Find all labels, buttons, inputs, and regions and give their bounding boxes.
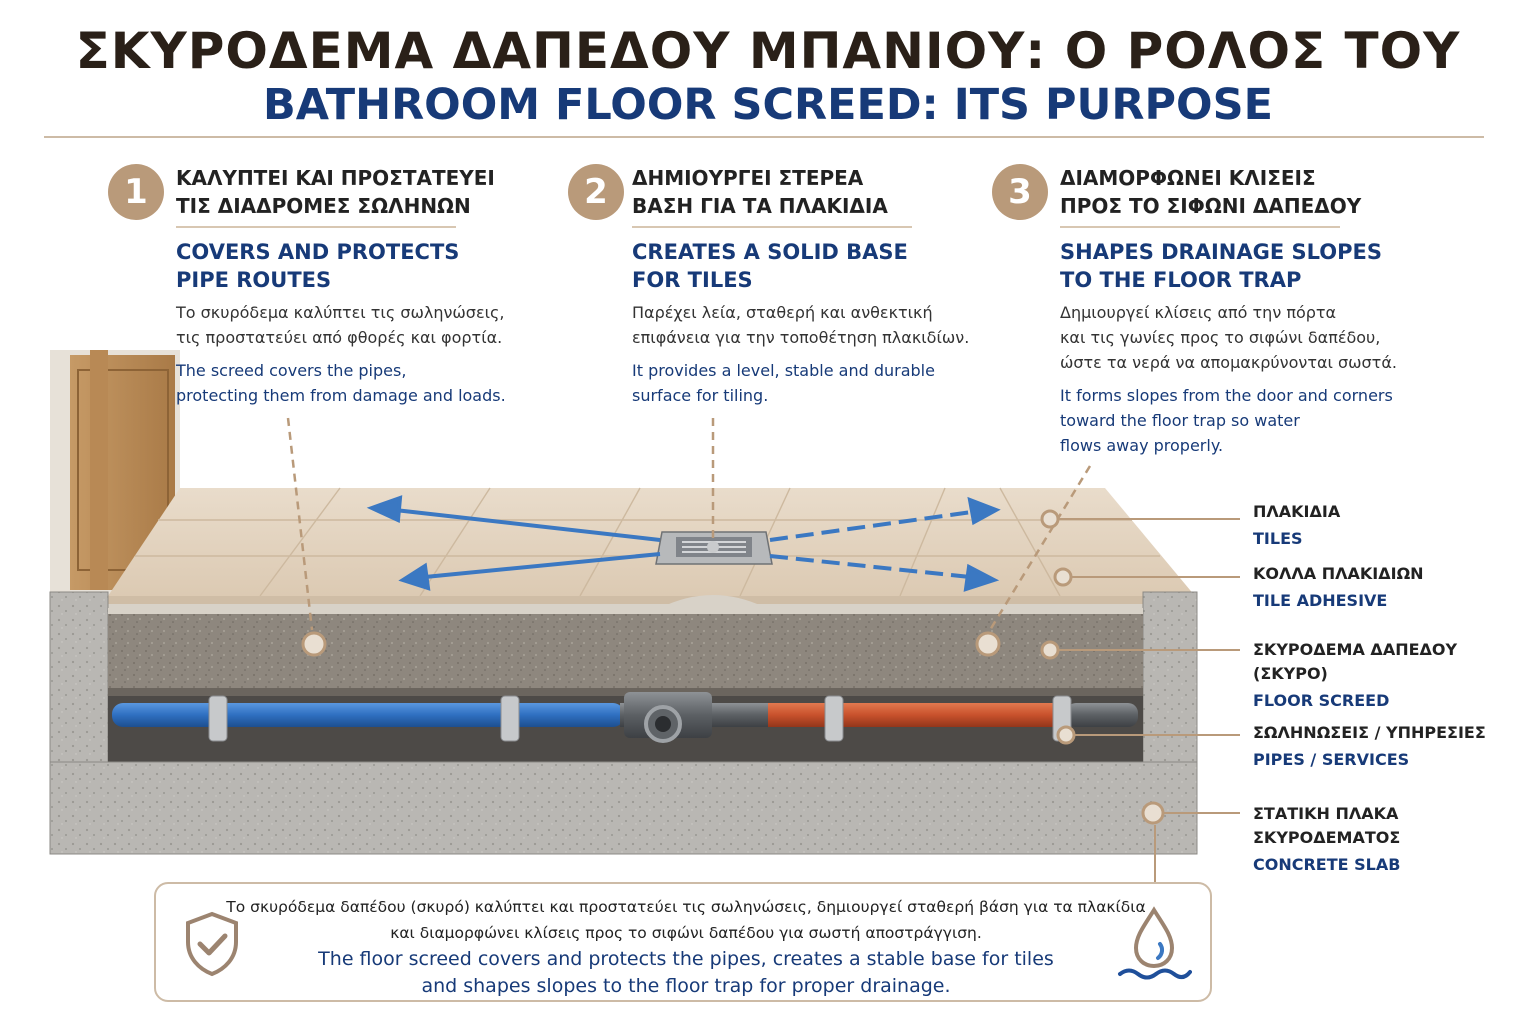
layer-label-gr: ΣΩΛΗΝΩΣΕΙΣ / ΥΠΗΡΕΣΙΕΣ xyxy=(1253,723,1486,742)
step-badge-1: 1 xyxy=(108,164,164,220)
column-2-heading-en: CREATES A SOLID BASE FOR TILES xyxy=(632,240,908,292)
column-1-heading-gr: ΚΑΛΥΠΤΕΙ ΚΑΙ ΠΡΟΣΤΑΤΕΥΕΙ ΤΙΣ ΔΙΑΔΡΟΜΕΣ ΣΩΛΗΝΩΝ xyxy=(176,166,495,218)
layer-label-gr: ΣΚΥΡΟΔΕΜΑ ΔΑΠΕΔΟΥ (ΣΚΥΡΟ) xyxy=(1253,640,1458,683)
title-greek: ΣΚΥΡΟΔΕΜΑ ΔΑΠΕΔΟΥ ΜΠΑΝΙΟΥ: Ο ΡΟΛΟΣ ΤΟΥ xyxy=(75,22,1461,80)
column-2-divider xyxy=(632,226,912,228)
column-3-text-gr: Δημιουργεί κλίσεις από την πόρτα και τις γωνίες προς το σιφώνι δαπέδου, ώστε τα νερά να απομακρύνονται σωστά. xyxy=(1060,303,1397,372)
layer-label-gr: ΣΤΑΤΙΚΗ ΠΛΑΚΑ ΣΚΥΡΟΔΕΜΑΤΟΣ xyxy=(1253,804,1401,847)
column-2-text-gr: Παρέχει λεία, σταθερή και ανθεκτική επιφάνεια για την τοποθέτηση πλακιδίων. xyxy=(632,303,970,347)
summary-text-en: The floor screed covers and protects the pipes, creates a stable base for tiles and shapes slopes to the floor trap for proper drainage. xyxy=(318,948,1054,997)
layer-label-en: CONCRETE SLAB xyxy=(1253,855,1401,874)
column-2-heading-gr: ΔΗΜΙΟΥΡΓΕΙ ΣΤΕΡΕΑ ΒΑΣΗ ΓΙΑ ΤΑ ΠΛΑΚΙΔΙΑ xyxy=(632,166,888,218)
cold-water-pipe xyxy=(112,703,624,727)
water-drop-icon xyxy=(1116,906,1192,982)
layer-label-slab xyxy=(1253,802,1536,877)
column-2-text-en: It provides a level, stable and durable surface for tiling. xyxy=(632,361,935,405)
concrete-slab xyxy=(50,762,1197,854)
column-3-heading-en: SHAPES DRAINAGE SLOPES TO THE FLOOR TRAP xyxy=(1060,240,1382,292)
layer-label-en: FLOOR SCREED xyxy=(1253,691,1390,710)
left-side-wall xyxy=(50,592,108,762)
column-1-divider xyxy=(176,226,456,228)
column-1-heading-en: COVERS AND PROTECTS PIPE ROUTES xyxy=(176,240,460,292)
layer-label-adhesive xyxy=(1253,562,1424,613)
layer-label-en: TILES xyxy=(1253,529,1303,548)
column-1-text-gr: Το σκυρόδεμα καλύπτει τις σωληνώσεις, τις προστατεύει από φθορές και φορτία. xyxy=(176,303,505,347)
layer-label-screed xyxy=(1253,638,1536,713)
tile-floor xyxy=(108,488,1195,610)
layer-label-gr: ΚΟΛΛΑ ΠΛΑΚΙΔΙΩΝ xyxy=(1253,564,1424,583)
summary-box xyxy=(154,882,1212,1002)
title-english: BATHROOM FLOOR SCREED: ITS PURPOSE xyxy=(263,80,1273,130)
column-1-text-en: The screed covers the pipes, protecting them from damage and loads. xyxy=(176,361,506,405)
column-3-text-en: It forms slopes from the door and corners toward the floor trap so water flows away properly. xyxy=(1060,386,1393,455)
layer-label-en: PIPES / SERVICES xyxy=(1253,750,1410,769)
column-3-heading-gr: ΔΙΑΜΟΡΦΩΝΕΙ ΚΛΙΣΕΙΣ ΠΡΟΣ ΤΟ ΣΙΦΩΝΙ ΔΑΠΕΔΟΥ xyxy=(1060,166,1362,218)
right-side-wall xyxy=(1143,592,1197,762)
layer-label-tiles xyxy=(1253,500,1340,551)
layer-label-en: TILE ADHESIVE xyxy=(1253,591,1388,610)
pipe-channel xyxy=(108,692,1143,762)
column-3-divider xyxy=(1060,226,1340,228)
summary-text-gr: Το σκυρόδεμα δαπέδου (σκυρό) καλύπτει και προστατεύει τις σωληνώσεις, δημιουργεί σταθερή βάση για τα πλακίδια και διαμορφώνει κλίσεις προς το σιφώνι δαπέδου για σωστή αποστράγγιση. xyxy=(226,898,1146,942)
layer-label-pipes xyxy=(1253,721,1486,772)
hot-water-pipe xyxy=(768,703,1068,727)
step-badge-3: 3 xyxy=(992,164,1048,220)
layer-label-gr: ΠΛΑΚΙΔΙΑ xyxy=(1253,502,1341,521)
step-badge-2: 2 xyxy=(568,164,624,220)
drain-tee-fitting xyxy=(624,692,712,741)
